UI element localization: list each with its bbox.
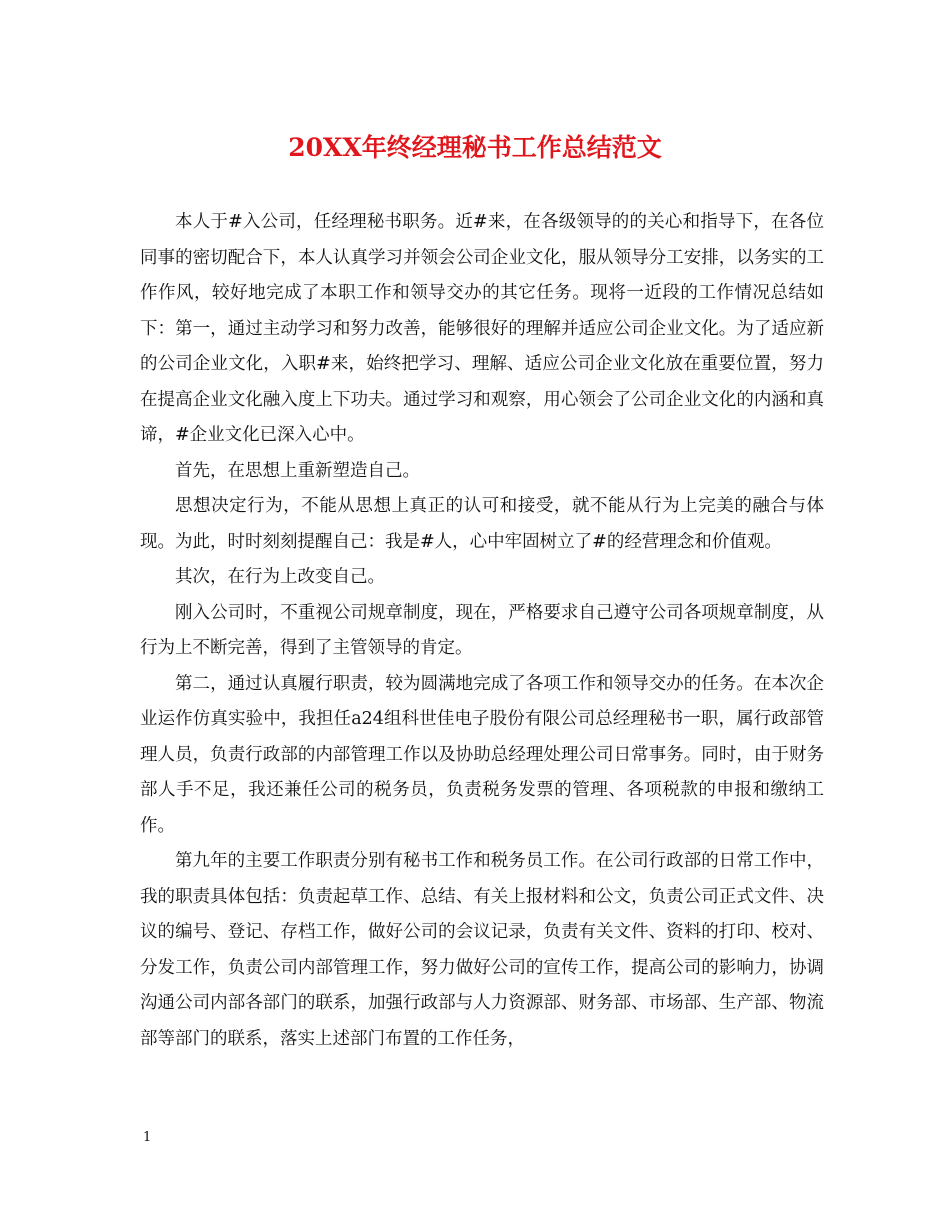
paragraph: 首先，在思想上重新塑造自己。 [175,460,420,481]
paragraph: 本人于#入公司，任经理秘书职务。近#来，在各级领导的的关心和指导下，在各位同事的密切配合下，本人认真学习并领会公司企业文化，服从领导分工安排，以务实的工作作风，较好地完成了本职工作和领导交办的其它任务。现将一近段的工作情况总结如下：第一，通过主动学习和努力改善，能够很好的理解并适应公司企业文化。为了适应新的公司企业文化，入职#来，始终把学习、理解、适应公司企业文化放在重要位置，努力在提高企业文化融入度上下功夫。通过学习和观察，用心领会了公司企业文化的内涵和真谛，#企业文化已深入心中。 [140,212,824,445]
paragraph: 其次，在行为上改变自己。 [175,567,385,587]
paragraph: 刚入公司时，不重视公司规章制度，现在，严格要求自己遵守公司各项规章制度，从行为上不断完善，得到了主管领导的肯定。 [140,602,824,658]
paragraph: 第九年的主要工作职责分别有秘书工作和税务员工作。在公司行政部的日常工作中，我的职责具体包括：负责起草工作、总结、有关上报材料和公文，负责公司正式文件、决议的编号、登记、存档工作，做好公司的会议记录，负责有关文件、资料的打印、校对、分发工作，负责公司内部管理工作，努力做好公司的宣传工作，提高公司的影响力，协调沟通公司内部各部门的联系，加强行政部与人力资源部、财务部、市场部、生产部、物流部等部门的联系，落实上述部门布置的工作任务， [140,851,824,1049]
document-title: 20XX年终经理秘书工作总结范文 [288,133,662,162]
paragraph: 思想决定行为，不能从思想上真正的认可和接受，就不能从行为上完美的融合与体现。为此，时时刻刻提醒自己：我是#人，心中牢固树立了#的经营理念和价值观。 [140,496,824,552]
paragraph: 第二，通过认真履行职责，较为圆满地完成了各项工作和领导交办的任务。在本次企业运作仿真实验中，我担任a24组科世佳电子股份有限公司总经理秘书一职，属行政部管理人员，负责行政部的内部管理工作以及协助总经理处理公司日常事务。同时，由于财务部人手不足，我还兼任公司的税务员，负责税务发票的管理、各项税款的申报和缴纳工作。 [140,673,824,836]
page-number: 1 [143,1130,152,1145]
document-body [140,205,824,1057]
